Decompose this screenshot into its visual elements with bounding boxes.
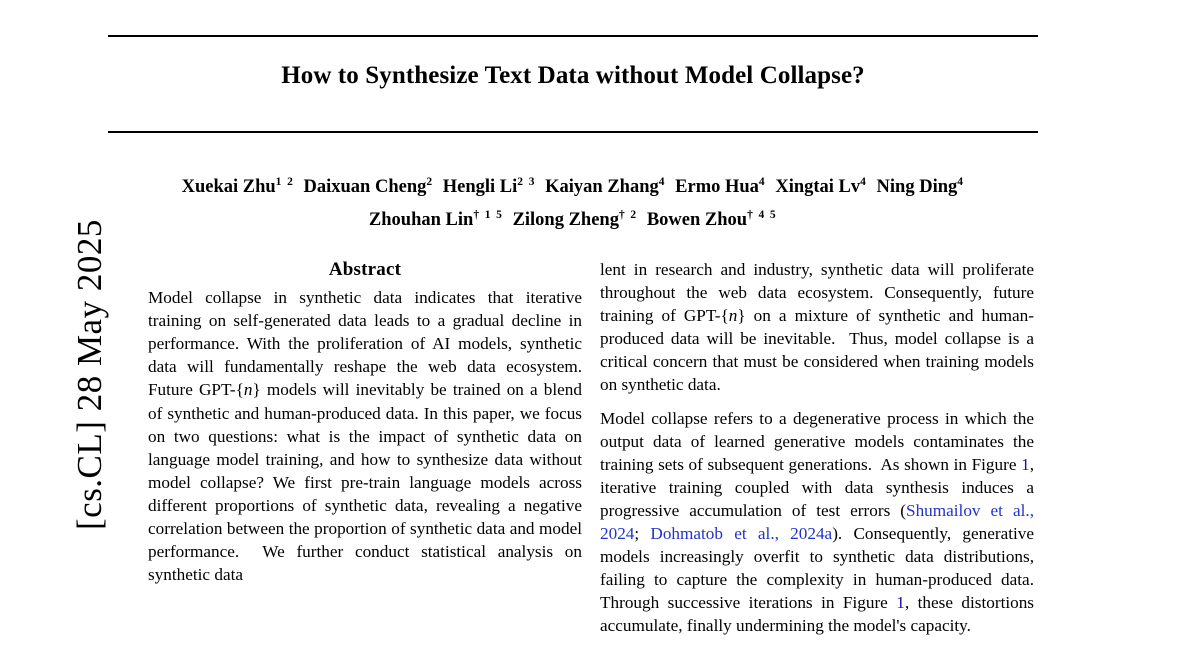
right-paragraph-1: lent in research and industry, synthetic data will proliferate throughout the web data ecosystem. Consequently, future training of GPT-{n} on a mixture of synthetic and human-produced data will be inevitable. Thus, model collapse is a critical concern that must be considered when training models on synthetic data. [600, 260, 1034, 395]
right-column [600, 258, 1034, 648]
author-line-2: Zhouhan Lin$^{\dagger 1 5}$ Zilong Zheng$^{\dagger 2}$ Bowen Zhou$^{\dagger 4 5}$ [368, 209, 778, 231]
author-line-1: Xuekai Zhu$^{1 2}$ Daixuan Cheng$^2$ Hengli $Li^{2 3}$ Kaiyan Zhang$^4$ Ermo Hua$^4$ Xingtai Lv$^4$ Ning Ding$^4$ [181, 176, 965, 198]
figure-reference-link-2[interactable]: 1 [896, 593, 905, 613]
title-rule-top [108, 35, 1038, 37]
page-title: How to Synthesize Text Data without Model Collapse? [281, 62, 865, 89]
paper-page [96, 0, 1200, 648]
arxiv-stamp-text: [cs.CL] 28 May 2025 [70, 219, 109, 530]
citation-link-shumailov[interactable]: Shumailov et al., 2024 [600, 500, 1034, 544]
abstract-paragraph: Model collapse in synthetic data indicates that iterative training on self-generated data leads to a gradual decline in performance. With the proliferation of AI models, synthetic data will fundamentally reshape the web data ecosystem. Future GPT-{n} models will inevitably be trained on a blend of synthetic and human-produced data. In this paper, we focus on two questions: what is the impact of synthetic data on language model training, and how to synthesize data without model collapse? We first pre-train language models across different proportions of synthetic data, revealing a negative correlation between the proportion of synthetic data and model performance. We further conduct statistical analysis on synthetic data [148, 288, 582, 585]
arxiv-stamp [0, 0, 109, 648]
right-paragraph-2: Model collapse refers to a degenerative process in which the output data of learned generative models contaminates the training sets of subsequent generations. As shown in Figure 1, iterative training coupled with data synthesis induces a progressive accumulation of test errors (Shumailov et al., 2024; Dohmatob et al., 2024a). Consequently, generative models increasingly overfit to synthetic data distributions, failing to capture the complexity in human-produced data. Through successive iterations in Figure 1, these distortions accumulate, finally undermining the model's capacity. [600, 408, 1035, 636]
left-column [148, 258, 582, 596]
citation-link-dohmatob[interactable]: Dohmatob et al., 2024a [650, 524, 833, 544]
title-rule-bottom [108, 131, 1038, 133]
two-column-body [108, 258, 1038, 648]
author-list [108, 168, 1038, 234]
figure-reference-link[interactable]: 1 [1021, 454, 1030, 474]
abstract-heading: Abstract [328, 259, 402, 280]
